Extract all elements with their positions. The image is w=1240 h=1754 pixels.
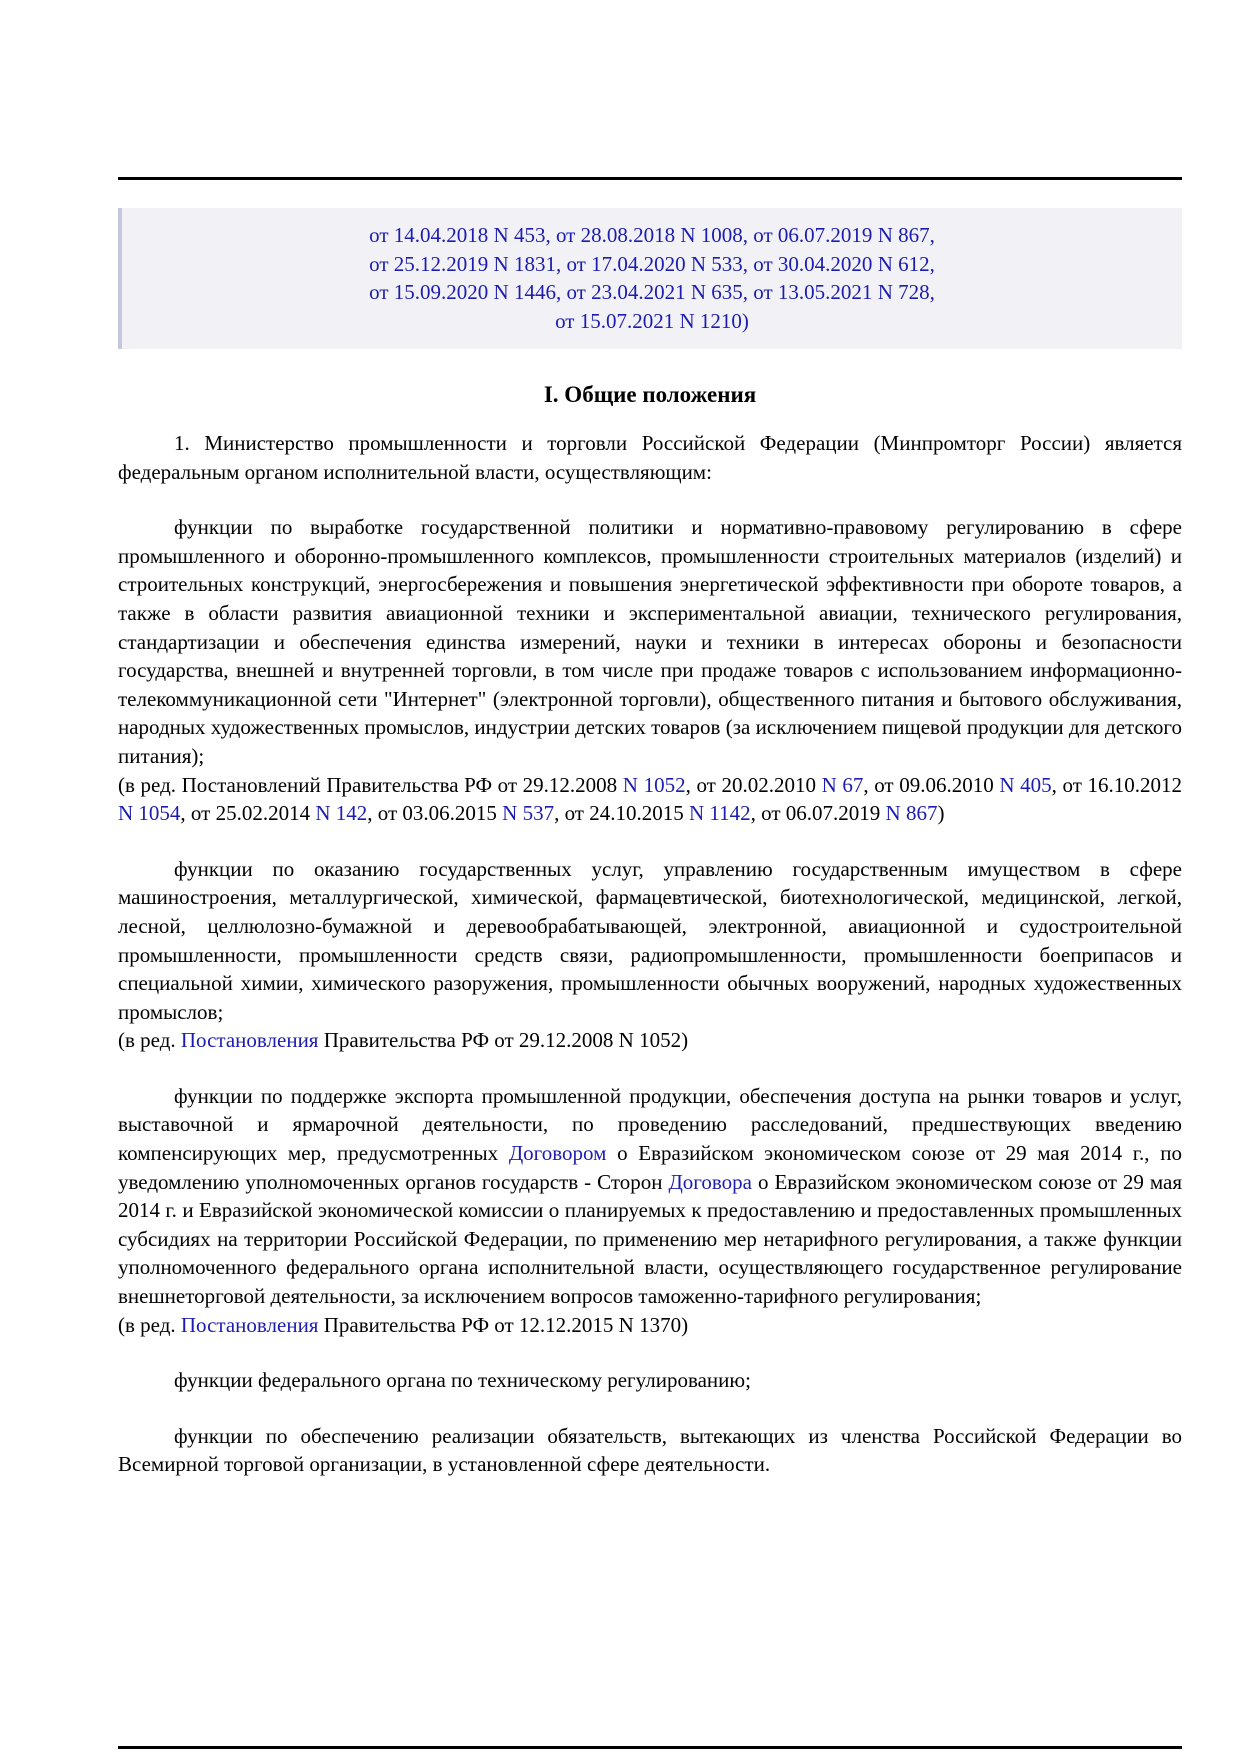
document-link[interactable]: N 635 [690, 280, 743, 304]
text-run: от 25.12.2019 [369, 251, 494, 276]
text-run: , [929, 251, 935, 276]
document-link[interactable]: Постановления [180, 1312, 319, 1337]
text-run: , от 03.06.2015 [367, 801, 503, 826]
amendments-line [122, 278, 1182, 307]
paragraph [118, 1082, 1182, 1311]
text-run: от 14.04.2018 [369, 223, 494, 247]
text-run: (в ред. [118, 1028, 181, 1053]
text-run: функции по обеспечению реализации обязательств, вытекающих из членства Российской Федерации во Всемирной торговой организации, в установленной сфере деятельности. [118, 1423, 1182, 1477]
text-run: (в ред. [118, 1312, 181, 1337]
text-run: , от 06.07.2019 [742, 223, 878, 247]
text-run: , от 25.02.2014 [180, 801, 316, 826]
document-body [118, 380, 1182, 1506]
amendments-line [122, 250, 1182, 279]
document-link[interactable]: N 67 [821, 772, 864, 797]
text-run: ) [937, 801, 945, 826]
text-run: от 15.09.2020 [369, 280, 494, 304]
footer-rule [118, 1746, 1182, 1749]
document-link[interactable]: Договором [508, 1141, 607, 1166]
document-link[interactable]: N 405 [999, 772, 1052, 797]
text-run: функции по выработке государственной политики и нормативно-правовому регулированию в сфере промышленного и оборонно-промышленного комплексов, промышленности строительных материалов (изделий) и строительных конструкций, энергосбережения и повышения энергетической эффективности при обороте товаров, а также в области развития авиационной техники и экспериментальной авиации, технического регулирования, стандартизации и обеспечения единства измерений, науки и техники в интересах обороны и безопасности государства, внешней и внутренней торговли, в том числе при продаже товаров с использованием информационно-телекоммуникационной сети "Интернет" (электронной торговли), общественного питания и бытового обслуживания, народных художественных промыслов, индустрии детских товаров (за исключением пищевой продукции для детского питания); [118, 515, 1182, 768]
document-link[interactable]: N 1210 [679, 308, 742, 333]
document-link[interactable]: N 728 [877, 280, 930, 304]
paragraph [118, 855, 1182, 1027]
text-run: функции федерального органа по техническому регулированию; [174, 1368, 751, 1393]
text-run: , от 09.06.2010 [863, 772, 1000, 797]
document-link[interactable]: N 537 [502, 801, 555, 826]
text-run: , от 24.10.2015 [554, 801, 689, 826]
text-run: , от 13.05.2021 [742, 280, 878, 304]
text-run: , от 28.08.2018 [545, 223, 681, 247]
text-run: функции по оказанию государственных услуг, управлению государственным имуществом в сфере машиностроения, металлургической, химической, фармацевтической, биотехнологической, медицинской, легкой, лесной, целлюлозно-бумажной и деревообрабатывающей, электронной, авиационной и судостроительной промышленности, промышленности средств связи, радиопромышленности, промышленности боеприпасов и специальной химии, химического разоружения, промышленности обычных вооружений, народных художественных промыслов; [118, 856, 1182, 1024]
header-rule [118, 177, 1182, 180]
document-link[interactable]: N 453 [493, 223, 546, 247]
document-link[interactable]: N 533 [690, 251, 743, 276]
text-run: , [929, 223, 935, 247]
document-link[interactable]: N 1446 [493, 280, 556, 304]
amendments-line [122, 221, 1182, 250]
text-run: , от 17.04.2020 [555, 251, 691, 276]
document-link[interactable]: N 1142 [688, 801, 751, 826]
document-link[interactable]: Постановления [180, 1028, 319, 1053]
text-run: , от 20.02.2010 [685, 772, 822, 797]
text-run: функции по поддержке экспорта промышленной продукции, обеспечения доступа на рынки товаров и услуг, выставочной и ярмарочной деятельности, по проведению расследований, предшествующих введению компенсирующих мер, предусмотренных [118, 1083, 1182, 1166]
document-link[interactable]: Договора [668, 1169, 752, 1194]
document-link[interactable]: N 867 [885, 801, 938, 826]
edition-note [118, 1311, 1182, 1340]
document-link[interactable]: N 1054 [118, 801, 181, 826]
text-run: Правительства РФ от 29.12.2008 N 1052) [318, 1028, 689, 1053]
text-run: о Евразийском экономическом союзе от 29 мая 2014 г. и Евразийской экономической комиссии о планируемых к предоставлению и предоставленных промышленных субсидиях на территории Российской Федерации, по применению мер нетарифного регулирования, а также функции уполномоченного федерального органа исполнительной власти, осуществляющего государственное регулирование внешнеторговой деятельности, за исключением вопросов таможенно-тарифного регулирования; [118, 1169, 1182, 1309]
paragraph [118, 429, 1182, 486]
paragraph [118, 1366, 1182, 1395]
text-run: 1. Министерство промышленности и торговли Российской Федерации (Минпромторг России) является федеральным органом исполнительной власти, осуществляющим: [118, 431, 1182, 484]
section-title: I. Общие положения [543, 382, 757, 407]
edition-note [118, 1026, 1182, 1055]
paragraph [118, 1422, 1182, 1479]
text-run: о Евразийском экономическом союзе от 29 мая 2014 г., по уведомлению уполномоченных органов государств - Сторон [118, 1141, 1182, 1194]
text-run: , от 23.04.2021 [555, 280, 691, 304]
text-run: от 15.07.2021 [555, 308, 680, 333]
document-link[interactable]: N 1831 [493, 251, 556, 276]
document-link[interactable]: N 612 [877, 251, 930, 276]
document-link[interactable]: N 1008 [680, 223, 743, 247]
document-link[interactable]: N 1052 [622, 772, 686, 797]
text-run: , от 16.10.2012 [1051, 772, 1182, 797]
edition-note [118, 771, 1182, 828]
text-run: Правительства РФ от 12.12.2015 N 1370) [318, 1312, 689, 1337]
text-run: ) [741, 308, 749, 333]
amendments-box [118, 208, 1182, 349]
paragraph [118, 513, 1182, 770]
text-run: , от 30.04.2020 [742, 251, 878, 276]
text-run: , [929, 280, 935, 304]
document-link[interactable]: N 867 [877, 223, 930, 247]
text-run: , от 06.07.2019 [750, 801, 886, 826]
amendments-line [122, 307, 1182, 336]
text-run: (в ред. Постановлений Правительства РФ от 29.12.2008 [118, 772, 623, 797]
document-link[interactable]: N 142 [315, 801, 368, 826]
